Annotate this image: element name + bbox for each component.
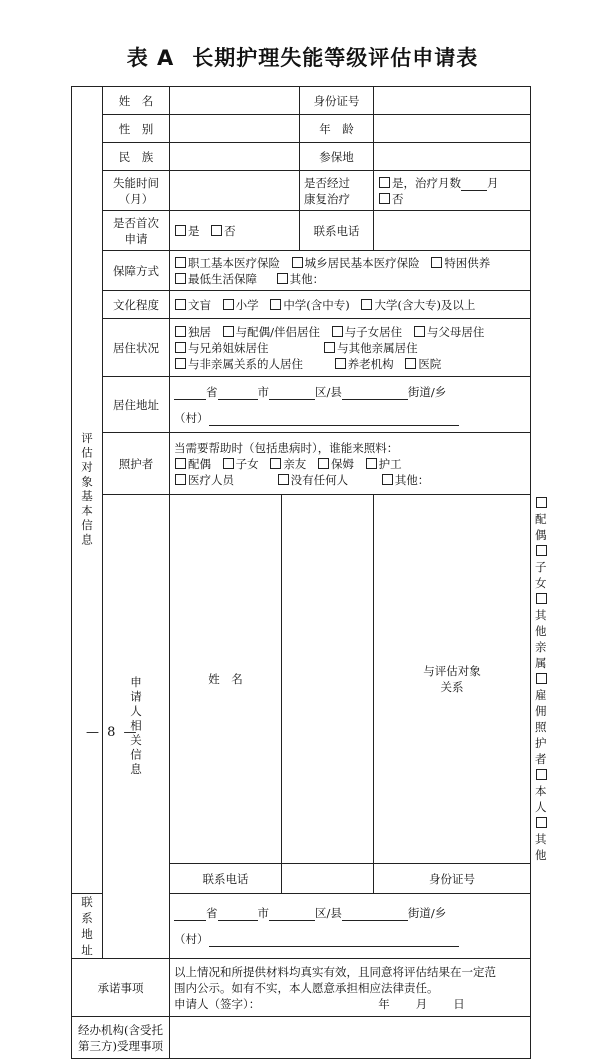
form-title-prefix: 表 A xyxy=(126,46,175,70)
relation-hired-checkbox[interactable] xyxy=(536,673,547,684)
first-application-options: 是 否 xyxy=(170,211,300,251)
commitment-text: 以上情况和所提供材料均真实有效，且同意将评估结果在一定范 围内公示。如有不实，本人愿意承担相应法律责任。 申请人（签字）： 年 月 日 xyxy=(170,959,531,1017)
caregiver-friends-checkbox[interactable] xyxy=(270,458,281,469)
label-applicant-name: 姓 名 xyxy=(170,495,282,864)
living-alone-checkbox[interactable] xyxy=(175,326,186,337)
label-applicant-id: 身份证号 xyxy=(374,864,531,894)
label-applicant-address: 联系地址 xyxy=(72,894,103,959)
agency-field[interactable] xyxy=(170,1017,531,1059)
first-no-checkbox[interactable] xyxy=(211,225,222,236)
relation-relatives-checkbox[interactable] xyxy=(536,593,547,604)
living-parents-checkbox[interactable] xyxy=(414,326,425,337)
applicant-address-field[interactable]: 省 市 区/县 街道/乡 （村） xyxy=(170,894,531,959)
disability-time-field[interactable] xyxy=(170,171,300,211)
relation-other-checkbox[interactable] xyxy=(536,817,547,828)
living-children-checkbox[interactable] xyxy=(332,326,343,337)
education-primary-checkbox[interactable] xyxy=(223,299,234,310)
education-illiterate-checkbox[interactable] xyxy=(175,299,186,310)
section-assessee: 评估对象基本信息 xyxy=(72,87,103,894)
label-commitment: 承诺事项 xyxy=(72,959,170,1017)
label-living-status: 居住状况 xyxy=(103,319,170,377)
insurance-special-checkbox[interactable] xyxy=(431,257,442,268)
application-form: 评估对象基本信息 姓 名 身份证号 性 别 年 龄 民 族 参保地 失能时间 （月） 是否经过 康复治疗 是，治疗月数 月 否 是否首次 申请 是 否 联系电话 保障方式 职工基本医疗保险 城乡居民基本医疗保险 特困供养 最低生活保障 其他： 文化程度 文盲 小学 中学(含中专) 大学(含大专)及以上 居住状况 独居 与配偶/伴侣居住 与子女居住 与父母居住 与兄弟姐妹居住 与其他亲属居住 与非亲属关系的人居住 养老机构 医院 居住地址 省 市 区/县 街道/乡 （村） 照护者 当需要帮助时（包括患病时），谁能来照料： 配偶 子女 亲友 保姆 护工 医疗人员 没有任何人 其他： 申请人相关信息 姓 名 与评估对象 关系 配偶子女其他亲属 雇佣照护者本人其他 联系电话 身份证号 联系地址 省 市 区/县 街道/乡 （村） 承诺事项 以上情况和所提供材料均真实有效，且同意将评估结果在一定范 围内公示。如有不实，本人愿意承担相应法律责任。 申请人（签字）： 年 月 日 经办机构(含受托 第三方)受理事项 xyxy=(71,86,531,1059)
page-number: — 8 — xyxy=(86,725,139,740)
label-education: 文化程度 xyxy=(103,291,170,319)
relation-children-checkbox[interactable] xyxy=(536,545,547,556)
label-insurance-type: 保障方式 xyxy=(103,251,170,291)
caregiver-nanny-checkbox[interactable] xyxy=(318,458,329,469)
education-secondary-checkbox[interactable] xyxy=(270,299,281,310)
living-relatives-checkbox[interactable] xyxy=(324,342,335,353)
label-name: 姓 名 xyxy=(103,87,170,115)
label-rehab: 是否经过 康复治疗 xyxy=(300,171,374,211)
living-siblings-checkbox[interactable] xyxy=(175,342,186,353)
living-nonrelatives-checkbox[interactable] xyxy=(175,358,186,369)
label-age: 年 龄 xyxy=(300,115,374,143)
label-gender: 性 别 xyxy=(103,115,170,143)
education-university-checkbox[interactable] xyxy=(361,299,372,310)
label-applicant-phone: 联系电话 xyxy=(170,864,282,894)
label-agency: 经办机构(含受托 第三方)受理事项 xyxy=(72,1017,170,1059)
rehab-months-field[interactable] xyxy=(461,178,487,191)
caregiver-nurse-checkbox[interactable] xyxy=(366,458,377,469)
caregiver-nobody-checkbox[interactable] xyxy=(278,474,289,485)
living-care-home-checkbox[interactable] xyxy=(335,358,346,369)
caregiver-medical-checkbox[interactable] xyxy=(175,474,186,485)
contact-phone-field[interactable] xyxy=(374,211,531,251)
gender-field[interactable] xyxy=(170,115,300,143)
label-contact-phone: 联系电话 xyxy=(300,211,374,251)
insurance-employee-checkbox[interactable] xyxy=(175,257,186,268)
label-relation: 与评估对象 关系 xyxy=(374,495,531,864)
rehab-no-checkbox[interactable] xyxy=(379,193,390,204)
insured-place-field[interactable] xyxy=(374,143,531,171)
label-disability-time: 失能时间 （月） xyxy=(103,171,170,211)
assessee-id-field[interactable] xyxy=(374,87,531,115)
label-insured-place: 参保地 xyxy=(300,143,374,171)
form-title-text: 长期护理失能等级评估申请表 xyxy=(192,46,479,70)
applicant-name-field[interactable] xyxy=(282,495,374,864)
label-ethnicity: 民 族 xyxy=(103,143,170,171)
first-yes-checkbox[interactable] xyxy=(175,225,186,236)
applicant-phone-field[interactable] xyxy=(282,864,374,894)
label-home-address: 居住地址 xyxy=(103,377,170,433)
home-address-field[interactable]: 省 市 区/县 街道/乡 （村） xyxy=(170,377,531,433)
relation-spouse-checkbox[interactable] xyxy=(536,497,547,508)
caregiver-other-checkbox[interactable] xyxy=(382,474,393,485)
label-caregiver: 照护者 xyxy=(103,433,170,495)
assessee-name-field[interactable] xyxy=(170,87,300,115)
insurance-options: 职工基本医疗保险 城乡居民基本医疗保险 特困供养 最低生活保障 其他： xyxy=(170,251,531,291)
relation-self-checkbox[interactable] xyxy=(536,769,547,780)
education-options: 文盲 小学 中学(含中专) 大学(含大专)及以上 xyxy=(170,291,531,319)
form-title xyxy=(0,42,605,72)
insurance-resident-checkbox[interactable] xyxy=(292,257,303,268)
caregiver-options: 当需要帮助时（包括患病时），谁能来照料： 配偶 子女 亲友 保姆 护工 医疗人员 没有任何人 其他： xyxy=(170,433,531,495)
insurance-minimum-checkbox[interactable] xyxy=(175,273,186,284)
label-id: 身份证号 xyxy=(300,87,374,115)
living-options: 独居 与配偶/伴侣居住 与子女居住 与父母居住 与兄弟姐妹居住 与其他亲属居住 与非亲属关系的人居住 养老机构 医院 xyxy=(170,319,531,377)
living-hospital-checkbox[interactable] xyxy=(405,358,416,369)
age-field[interactable] xyxy=(374,115,531,143)
rehab-options: 是，治疗月数 月 否 xyxy=(374,171,531,211)
section-applicant: 申请人相关信息 xyxy=(103,495,170,959)
rehab-yes-checkbox[interactable] xyxy=(379,177,390,188)
label-first-application: 是否首次 申请 xyxy=(103,211,170,251)
insurance-other-checkbox[interactable] xyxy=(277,273,288,284)
caregiver-children-checkbox[interactable] xyxy=(223,458,234,469)
caregiver-spouse-checkbox[interactable] xyxy=(175,458,186,469)
living-spouse-checkbox[interactable] xyxy=(223,326,234,337)
ethnicity-field[interactable] xyxy=(170,143,300,171)
